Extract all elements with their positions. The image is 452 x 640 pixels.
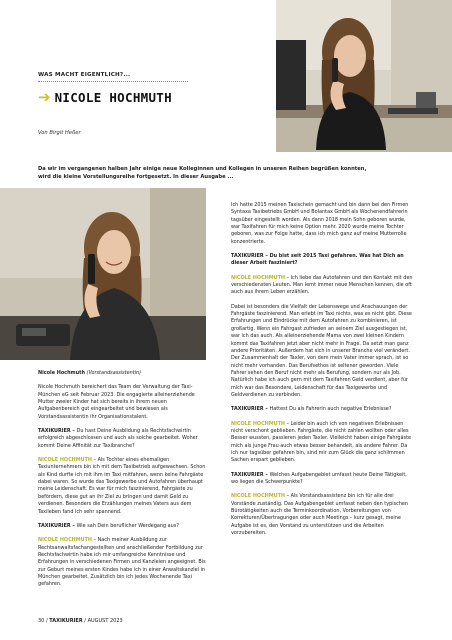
answer-text: Leider bin auch ich von negativen Erlebnissen nicht verschont geblieben. Fahrgäste, die nicht zahlen wollten oder alles Besser wussten, passieren jeden Taxler. Vielleicht haben einige Fahrgäste mich als junge Frau auch etwas besser behandelt, als andere Fahrer. Da ich nur tagsüber gefahren bin, sind mir zum Glück die ganz schlimmen Sachen erspart geblieben.: [231, 420, 412, 464]
answer-label: NICOLE HOCHMUTH: [231, 274, 286, 281]
answer-text: Nach meiner Ausbildung zur Rechtsanwaltsfachangestellten und anschließender Fortbildung zur Rechtsfachwirtin habe ich mir umfangreiche Kenntnisse und Erfahrungen in verschiedenen Firmen und Kanzleien angeeignet. Bis zur Geburt meines ersten Kindes habe ich in einer Anwaltskanzlei in München gearbeitet. Zusätzlich bin ich jedes Wochenende Taxi gefahren.: [38, 537, 206, 588]
kicker: WAS MACHT EIGENTLICH?...: [38, 72, 131, 78]
right-column: [231, 202, 415, 544]
bio-paragraph: Nicole Hochmuth bereichert das Team der Verwaltung der Taxi-München eG seit Februar 2023. Die engagierte alleinerziehende Mutter zweier Kinder hat sich bereits in ihrem neuen Aufgabenbereich gut eingearbeitet und bewiesen als Vorstandsassistentin ihr Organisationstalent.: [38, 384, 195, 420]
answer-text: Als Tochter eines ehemaligen Taxiunternehmers bin ich mit dem Taxibetrieb aufgewachsen. Schon als Kind durfte ich mit ihm im Taxi mitfahren, wenn keine Fahrgäste dabei waren. So wurde das Taxigewerbe und Autofahren überhaupt meine Leidenschaft. Es war für mich faszinierend, Fahrgäste zu befördern, diese gut an ihr Ziel zu bringen und damit Geld zu verdienen. Besonders die Erzählungen meines Vaters aus dem Taxileben fand ich sehr spannend.: [38, 457, 206, 515]
intro-paragraph: Ich hatte 2015 meinen Taxischein gemacht und bin dann bei den Firmen Syntaxa Taxibetriebs GmbH und Bolantax GmbH als Wochenendfahrerin tagsüber eingestellt worden. Als dann 2018 mein Sohn geboren wurde, war Taxifahren für mich keine Option mehr. 2020 wurde meine Tochter geboren, was zur Folge hatte, dass ich mich ganz auf meine Mutterrolle konzentrierte.: [231, 202, 409, 245]
question-text: Du hast Deine Ausbildung als Rechtsfachwirtin erfolgreich abgeschlossen und auch als solche gearbeitet. Woher kommt Deine Affinität zur Taxibranche?: [38, 428, 198, 449]
photo-caption: [38, 370, 208, 377]
answer-text: Ich liebe das Autofahren und den Kontakt mit den verschiedensten Leuten. Man lernt immer neue Menschen kennen, die oft auch aus ihrem Leben erzählen.: [231, 274, 413, 296]
issue-date: AUGUST 2023: [87, 618, 123, 624]
question-block: TAXIKURIER – Hattest Du als Fahrerin auch negative Erlebnisse?: [231, 406, 392, 413]
photo-headset-smiling: [0, 188, 206, 360]
answer-block: NICOLE HOCHMUTH – Als Vorstandsassistenz bin ich für alle drei Vorstände zuständig. Das Aufgabengebiet umfasst neben den typischen Bürotätigkeiten auch die Terminkoordination, Vorbereitungen von Korrekturen/Übertragungen oder auch Meetings – kurz gesagt, meine Aufgabe ist es, den Vorstand zu unterstützen und die Arbeiten vorzubereiten.: [231, 493, 409, 537]
lead-paragraph: Da wir im vergangenen halben Jahr einige neue Kolleginnen und Kollegen in unseren Reihen begrüßen konnten, wird die kleine Vorstellungsreihe fortgesetzt. In dieser Ausgabe ...: [38, 166, 367, 180]
question-label: TAXIKURIER: [231, 253, 264, 260]
photo-desk-phone: [276, 0, 452, 152]
answer-label: NICOLE HOCHMUTH: [38, 457, 93, 464]
kicker-divider: [38, 81, 188, 82]
answer-text: Als Vorstandsassistenz bin ich für alle drei Vorstände zuständig. Das Aufgabengebiet umfasst neben den typischen Bürotätigkeiten auch die Terminkoordination, Vorbereitungen von Korrekturen/Übertragungen oder auch Meetings – kurz gesagt, meine Aufgabe ist es, den Vorstand zu unterstützen und die Arbeiten vorzubereiten.: [231, 493, 409, 537]
answer-label: NICOLE HOCHMUTH: [231, 420, 286, 427]
page-title: NICOLE HOCHMUTH: [54, 90, 172, 105]
answer-continued: Dabei ist besonders die Vielfalt der Lebenswege und Anschauungen der Fahrgäste faszinierend. Man erlebt im Taxi nichts, was es nicht gibt. Diese Erfahrungen und Eindrücke mit dem Autofahren zu kombinieren, ist großartig. Wenn ein Fahrgast zufrieden an seinem Ziel ausgestiegen ist, war ich das auch. Als alleinerziehende Mama von zwei kleinen Kindern kommt das Taxifahren jetzt aber nicht mehr in Frage. Da setzt man ganz andere Prioritäten. Außerdem hat sich in unserer Branche viel verändert. Der Zusammenhalt der Taxler, von dem mein Vater immer sprach, ist so nicht mehr vorhanden. Das Berufsethos ist seltener geworden. Viele Fahrer sehen den Beruf nicht mehr als Berufung, sondern nur als Job. Natürlich habe ich auch gern mit dem Taxifahren Geld verdient, aber für mich war das Besondere, Leidenschaft für das Taxigewerbe und Geldverdienen zu verbinden.: [231, 303, 412, 398]
answer-block: NICOLE HOCHMUTH – Leider bin auch ich von negativen Erlebnissen nicht verschont geblieben. Fahrgäste, die nicht zahlen wollten oder alles Besser wussten, passieren jeden Taxler. Vielleicht haben einige Fahrgäste mich als junge Frau auch etwas besser behandelt, als andere Fahrer. Da ich nur tagsüber gefahren bin, sind mir zum Glück die ganz schlimmen Sachen erspart geblieben.: [231, 420, 412, 464]
page-footer: 30 / TAXIKURIER / AUGUST 2023: [38, 618, 123, 624]
question-label: TAXIKURIER: [231, 471, 264, 478]
author-byline: Von Birgit Heßer: [38, 130, 81, 136]
question-text: Du bist seit 2015 Taxi gefahren. Was hat Dich an dieser Arbeit fasziniert?: [231, 253, 404, 267]
left-column: [38, 370, 208, 596]
arrow-right-icon: ➔: [38, 88, 51, 106]
answer-block: NICOLE HOCHMUTH – Ich liebe das Autofahren und den Kontakt mit den verschiedensten Leuten. Man lernt immer neue Menschen kennen, die oft auch aus ihrem Leben erzählen.: [231, 274, 413, 296]
question-label: TAXIKURIER: [231, 406, 264, 413]
caption-name: Nicole Hochmuth: [38, 370, 85, 376]
caption-role: (Vorstandsassistentin): [86, 370, 142, 376]
question-block: TAXIKURIER – Wie sah Dein beruflicher Werdegang aus?: [38, 522, 179, 529]
page-number: 30: [38, 618, 45, 624]
question-text: Welches Aufgabengebiet umfasst heute Deine Tätigkeit, wo liegen die Schwerpunkte?: [231, 471, 407, 485]
question-label: TAXIKURIER: [38, 522, 71, 529]
question-block: TAXIKURIER – Du hast Deine Ausbildung als Rechtsfachwirtin erfolgreich abgeschlossen und auch als solche gearbeitet. Woher kommt Deine Affinität zur Taxibranche?: [38, 428, 198, 449]
question-block: TAXIKURIER – Du bist seit 2015 Taxi gefahren. Was hat Dich an dieser Arbeit fasziniert?: [231, 253, 404, 267]
question-text: Wie sah Dein beruflicher Werdegang aus?: [76, 522, 179, 529]
question-text: Hattest Du als Fahrerin auch negative Erlebnisse?: [269, 406, 392, 413]
answer-block: NICOLE HOCHMUTH – Als Tochter eines ehemaligen Taxiunternehmers bin ich mit dem Taxibetrieb aufgewachsen. Schon als Kind durfte ich mit ihm im Taxi mitfahren, wenn keine Fahrgäste dabei waren. So wurde das Taxigewerbe und Autofahren überhaupt meine Leidenschaft. Es war für mich faszinierend, Fahrgäste zu befördern, diese gut an ihr Ziel zu bringen und damit Geld zu verdienen. Besonders die Erzählungen meines Vaters aus dem Taxileben fand ich sehr spannend.: [38, 457, 206, 515]
question-label: TAXIKURIER: [38, 428, 71, 435]
title-block: [38, 90, 172, 105]
question-block: TAXIKURIER – Welches Aufgabengebiet umfasst heute Deine Tätigkeit, wo liegen die Schwerpunkte?: [231, 471, 407, 485]
magazine-name: TAXIKURIER: [49, 618, 83, 624]
answer-block: NICOLE HOCHMUTH – Nach meiner Ausbildung zur Rechtsanwaltsfachangestellten und anschließender Fortbildung zur Rechtsfachwirtin habe ich mir umfangreiche Kenntnisse und Erfahrungen in verschiedenen Firmen und Kanzleien angeeignet. Bis zur Geburt meines ersten Kindes habe ich in einer Anwaltskanzlei in München gearbeitet. Zusätzlich bin ich jedes Wochenende Taxi gefahren.: [38, 537, 206, 588]
answer-label: NICOLE HOCHMUTH: [231, 493, 286, 500]
answer-label: NICOLE HOCHMUTH: [38, 537, 93, 544]
